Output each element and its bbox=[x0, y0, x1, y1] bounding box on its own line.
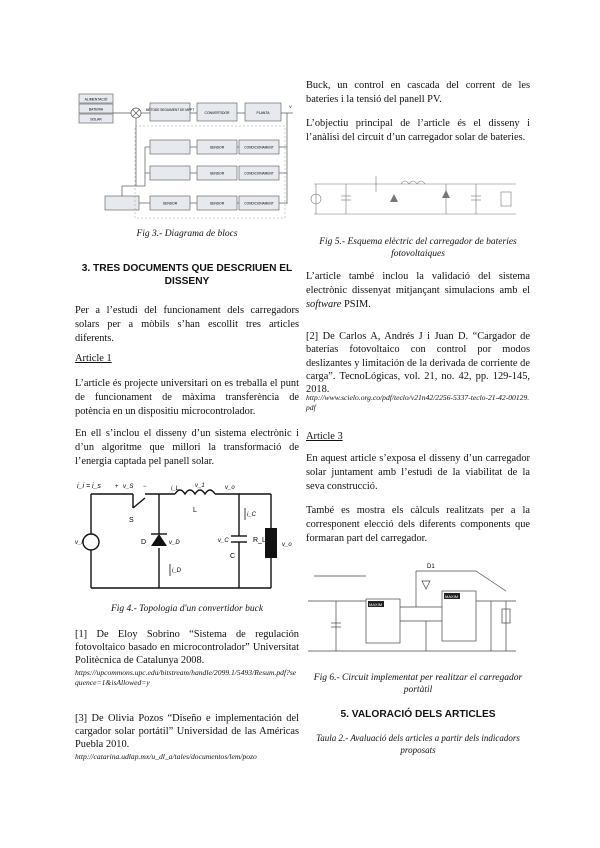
fig3-block-label: CONDICIONAMENT bbox=[244, 201, 274, 206]
validation-paragraph bbox=[306, 270, 530, 312]
fig5-schematic bbox=[306, 164, 530, 234]
section5-title: 5. VALORACIÓ DELS ARTICLES bbox=[340, 709, 496, 720]
fig4-buck-circuit bbox=[75, 480, 299, 598]
fig4-label-vd: v_D bbox=[169, 540, 180, 546]
fig4-label-vo: v_o bbox=[282, 542, 292, 548]
fig3-block-label: MÈTODE SEGUIMENT DE MPPT bbox=[145, 108, 195, 112]
validation-text-post: PSIM. bbox=[341, 299, 371, 310]
validation-software: software bbox=[306, 299, 342, 310]
fig3-block-label: CONVERTIDOR bbox=[204, 111, 230, 115]
fig3-caption: Fig 3.- Diagrama de blocs bbox=[136, 229, 238, 239]
fig6-label-d1: D1 bbox=[427, 564, 435, 570]
fig4-label-rl: R_L bbox=[253, 537, 266, 544]
fig3-block-label: BATERIA bbox=[88, 107, 104, 112]
intro-paragraph: Per a l’estudi del funcionament dels carregadors solars per a mòbils s’han escollit tres articles diferents. bbox=[75, 305, 299, 344]
fig3-block-diagram bbox=[75, 86, 299, 226]
fig6-caption: Fig 6.- Circuit implementat per realitzar el carregador portàtil bbox=[313, 673, 523, 695]
fig4-label-id: i_D bbox=[172, 568, 182, 574]
article1-paragraph-2: En ell s’inclou el disseny d’un sistema electrònic i d’un algoritme que millori la transformació de l’energia captada pel panell solar. bbox=[75, 428, 299, 467]
fig3-output-label: V bbox=[289, 104, 292, 109]
fig4-label-v1: v_1 bbox=[195, 483, 205, 489]
reference-2: [2] De Carlos A, Andrés J i Juan D. “Cargador de baterías fotovoltaico con control por modos deslizantes y limitación de la derivada de corriente de carga”. TecnoLógicas, vol. 21, no. 42, pp. 129-145, 2018. bbox=[306, 331, 530, 396]
fig4-label-vs: v_S bbox=[123, 484, 134, 490]
fig3-block-label: PLANTA bbox=[256, 111, 270, 115]
fig4-label-minus-s: − bbox=[143, 484, 147, 490]
section3-title: 3. TRES DOCUMENTS QUE DESCRIUEN EL DISSENY bbox=[81, 263, 293, 287]
fig3-block-label: ALIMENTACIÓ bbox=[84, 97, 108, 102]
article3-paragraph-1: En aquest article s’exposa el disseny d’un carregador solar juntament amb l’estudi de la viabilitat de la seva construcció. bbox=[306, 453, 530, 492]
table2-caption: Taula 2.- Avaluació dels articles a partir dels indicadors proposats bbox=[316, 733, 520, 755]
reference-1: [1] De Eloy Sobrino “Sistema de regulación fotovoltaico basado en microcontrolador” Universitat Politècnica de Catalunya 2008. bbox=[75, 629, 299, 666]
fig6-circuit bbox=[306, 561, 530, 667]
fig3-block-label: CONDICIONAMENT bbox=[244, 145, 274, 150]
article3-paragraph-2: També es mostra els càlculs realitzats per a la corresponent elecció dels diferents components que formaran part del carregador. bbox=[306, 505, 530, 544]
fig4-label-vc: v_C bbox=[218, 538, 229, 544]
fig3-block-label: SENSOR bbox=[209, 145, 225, 150]
fig6-chip-1-label: MAXIM bbox=[369, 602, 383, 607]
fig3-block-label: SENSOR bbox=[162, 201, 178, 206]
fig4-label-ic: i_C bbox=[247, 512, 257, 518]
fig4-label-l: L bbox=[193, 507, 197, 514]
right-top-paragraph: Buck, un control en cascada del corrent de les bateries i la tensió del panell PV. bbox=[306, 80, 530, 105]
reference-2-url[interactable]: http://www.scielo.org.co/pdf/teclo/v21n42/2256-5337-teclo-21-42-00129.pdf bbox=[306, 393, 530, 412]
article1-paragraph-1: L’article és projecte universitari on es treballa el punt de funcionament de màxima transferència de potència en un dispositiu microcontrolador. bbox=[75, 378, 299, 417]
fig4-label-vi: v_i bbox=[75, 540, 83, 546]
fig3-block-label: SENSOR bbox=[209, 171, 225, 176]
fig3-block-label: SENSOR bbox=[209, 201, 225, 206]
reference-3: [3] De Olivia Pozos “Diseño e implementación del cargador solar portátil” Universidad de las Américas Puebla 2010. bbox=[75, 713, 299, 750]
fig3-block-label: SOLAR bbox=[90, 117, 102, 122]
validation-text-pre: L’article també inclou la validació del sistema electrònic dissenyat mitjançant simulacions amb el bbox=[306, 271, 530, 296]
objective-paragraph: L’objectiu principal de l’article és el disseny i l’anàlisi del circuit d’un carregador solar de bateries. bbox=[306, 118, 530, 143]
fig4-caption: Fig 4.- Topologia d'un convertidor buck bbox=[110, 604, 264, 614]
fig4-label-plus-s: + bbox=[115, 484, 119, 490]
fig4-label-c: C bbox=[230, 553, 236, 560]
fig4-label-ii-is: i_i = i_s bbox=[77, 483, 101, 490]
fig4-label-s: S bbox=[129, 517, 134, 524]
fig4-label-il: i_L bbox=[171, 486, 180, 492]
fig6-chip-2-label: MAXIM bbox=[445, 594, 459, 599]
article1-heading: Article 1 bbox=[75, 353, 112, 364]
fig3-block-label: CONDICIONAMENT bbox=[244, 171, 274, 176]
article3-heading: Article 3 bbox=[306, 431, 343, 442]
fig4-label-d: D bbox=[141, 539, 147, 546]
fig5-caption: Fig 5.- Esquema elèctric del carregador de bateries fotovoltaiques bbox=[319, 237, 517, 259]
reference-3-url[interactable]: http://catarina.udlap.mx/u_dl_a/tales/documentos/lem/pozo bbox=[75, 752, 257, 761]
reference-1-url[interactable]: https://upcommons.upc.edu/bitstream/handle/2099.1/5493/Resum.pdf?sequence=1&isAllowed=y bbox=[75, 668, 297, 687]
fig4-label-vo-top: v_o bbox=[225, 485, 235, 491]
